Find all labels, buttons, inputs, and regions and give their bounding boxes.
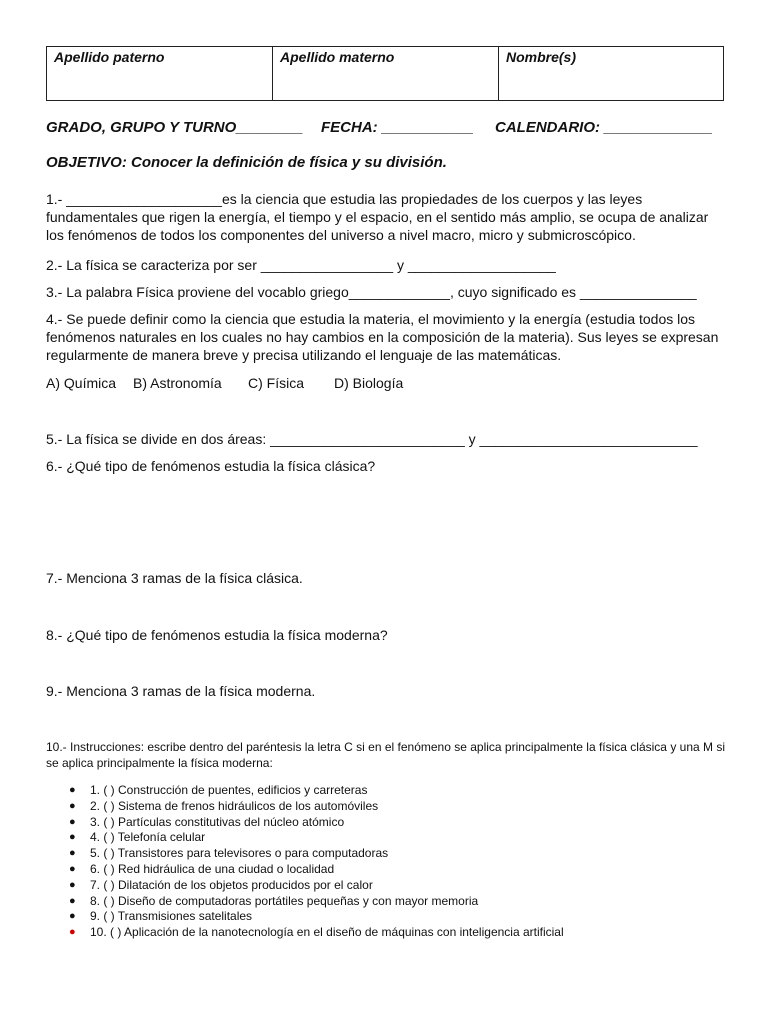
q4-option-a[interactable]: A) Química — [46, 375, 117, 391]
list-item-text: 7. ( ) Dilatación de los objetos producidos por el calor — [90, 877, 373, 892]
student-name-table — [46, 46, 724, 101]
bullet-icon: ● — [69, 847, 76, 860]
bullet-icon: ● — [69, 831, 76, 844]
bullet-icon: ● — [69, 910, 76, 923]
fecha-line — [321, 119, 474, 136]
maternal-surname-label: Apellido materno — [280, 49, 395, 65]
red-bullet-icon: ● — [69, 926, 76, 939]
list-item[interactable] — [46, 909, 564, 925]
list-item[interactable] — [46, 846, 564, 862]
q4-option-d[interactable]: D) Biología — [334, 375, 404, 391]
paternal-surname-cell[interactable] — [47, 47, 273, 101]
bullet-icon: ● — [69, 815, 76, 828]
maternal-surname-cell[interactable] — [273, 47, 499, 101]
question-5: 5.- La física se divide en dos áreas: _________________________ y ____________________________ — [46, 431, 698, 447]
list-item-text: 8. ( ) Diseño de computadoras portátiles pequeñas y con mayor memoria — [90, 893, 479, 908]
calendario-line — [495, 119, 713, 136]
list-item-text: 9. ( ) Transmisiones satelitales — [90, 909, 253, 924]
list-item[interactable] — [46, 783, 564, 799]
question-9: 9.- Menciona 3 ramas de la física moderna. — [46, 683, 316, 699]
bullet-icon: ● — [69, 878, 76, 891]
question-3: 3.- La palabra Física proviene del vocablo griego_____________, cuyo significado es _______________ — [46, 284, 697, 300]
question-10-list — [46, 783, 564, 941]
list-item-text: 1. ( ) Construcción de puentes, edificios y carreteras — [90, 783, 368, 797]
bullet-icon: ● — [69, 862, 76, 875]
question-6: 6.- ¿Qué tipo de fenómenos estudia la física clásica? — [46, 458, 376, 474]
calendario-field[interactable]: CALENDARIO: _____________ — [495, 119, 713, 136]
list-item[interactable] — [46, 862, 564, 878]
list-item[interactable] — [46, 925, 564, 941]
grado-field[interactable]: GRADO, GRUPO Y TURNO________ — [46, 119, 304, 136]
list-item[interactable] — [46, 799, 564, 815]
question-10-instructions: 10.- Instrucciones: escribe dentro del paréntesis la letra C si en el fenómeno se aplica principalmente la física clásica y una M si se aplica principalmente la física moderna: — [46, 740, 726, 770]
list-item-text: 6. ( ) Red hidráulica de una ciudad o localidad — [90, 861, 335, 876]
list-item-text: 5. ( ) Transistores para televisores o para computadoras — [90, 846, 389, 861]
list-item[interactable] — [46, 894, 564, 910]
question-2: 2.- La física se caracteriza por ser _________________ y ___________________ — [46, 257, 556, 273]
list-item[interactable] — [46, 830, 564, 846]
list-item[interactable] — [46, 878, 564, 894]
question-1: 1.- ____________________es la ciencia que estudia las propiedades de los cuerpos y las leyes fundamentales que rigen la energía, el tiempo y el espacio, en el sentido más amplio, se ocupa de analizar los fenómenos de todos los componentes del universo a nivel macro, micro y submicroscópico. — [46, 191, 709, 243]
list-item-text: 2. ( ) Sistema de frenos hidráulicos de los automóviles — [90, 798, 379, 813]
list-item[interactable] — [46, 815, 564, 831]
q4-option-c[interactable]: C) Física — [248, 375, 304, 391]
question-7: 7.- Menciona 3 ramas de la física clásica. — [46, 570, 303, 586]
bullet-icon: ● — [69, 799, 76, 812]
fecha-field[interactable]: FECHA: ___________ — [321, 119, 474, 136]
list-item-text: 3. ( ) Partículas constitutivas del núcleo atómico — [90, 814, 345, 829]
given-names-label: Nombre(s) — [506, 49, 577, 65]
bullet-icon: ● — [69, 894, 76, 907]
list-item-text: 4. ( ) Telefonía celular — [90, 830, 206, 845]
given-names-cell[interactable] — [499, 47, 724, 101]
question-4: 4.- Se puede definir como la ciencia que estudia la materia, el movimiento y la energía (estudia todos los fenómenos naturales en los cuales no hay cambios en la composición de la materia). Sus leyes se expresan regularmente de manera breve y precisa utilizando el lenguaje de las matemáticas. — [46, 311, 719, 363]
paternal-surname-label: Apellido paterno — [54, 49, 165, 65]
name-table-row — [47, 47, 724, 101]
q4-option-b[interactable]: B) Astronomía — [133, 375, 222, 391]
question-8: 8.- ¿Qué tipo de fenómenos estudia la física moderna? — [46, 627, 388, 643]
objective: OBJETIVO: Conocer la definición de física y su división. — [46, 154, 447, 171]
bullet-icon: ● — [69, 784, 76, 796]
header-line — [46, 119, 303, 136]
list-item-text: 10. ( ) Aplicación de la nanotecnología en el diseño de máquinas con inteligencia artificial — [90, 925, 564, 940]
